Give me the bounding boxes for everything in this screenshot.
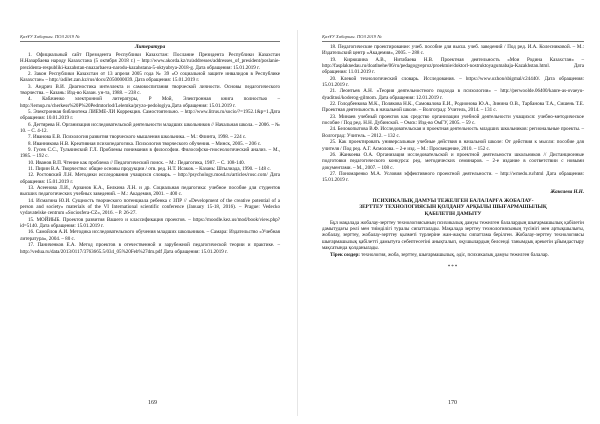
reference-item: 17. Паниченков Е.А. Метод проектов в отечественной и зарубежной педагогической теории и практике. – http://vedua.ru/data/2013/0117/3763665.5/034_05%20Feb%27dm.pdf Дата обращения: 15.01.2019 г. — [20, 242, 280, 255]
reference-item: 26. Жанкоева О.А. Организация исследовательской и проектной деятельности школьников // Дистанционные подготовки педагогического конкурса: ред. методических семинаров. – 2-е издание в соответствии с новыми документами. – М., 2007. – 108 с. — [322, 151, 584, 171]
annotation-title — [322, 198, 584, 217]
references-heading: Литература — [134, 44, 166, 50]
reference-item: 24. Белокопытова В.Ф. Исследовательская и проектная деятельность младших школьников: региональные проекты. – Волгоград: Учитель. – 2012. – 132 с. — [322, 126, 584, 139]
reference-item: 15. МОЙИЫБ. Проектов развития Вашего и классификация проектов. – https://moodle.kez.us/mod/book/view.php?id=5140. Дата обращения: 15.01.2019 г. — [20, 216, 280, 230]
reference-item: 12. Ростовский Л.Н. Методики исследования учащихся словарь. – http://psychology.mosd.ru/articles/rosc.com/ Дата обращения: 15.01.2019 г. — [20, 172, 280, 185]
reference-item: 9. Гусев С.С., Тульчинский Г.Л. Проблемы понимания в философии. Философско-гносеологический анализ. – М., 1985. – 192 с. — [20, 147, 280, 160]
reference-item: 6. Дегтярева Н. Организация исследовательской деятельности младших школьников // Начальная школа. – 2006. – № 10. – С. 4-12. — [20, 121, 280, 134]
annotation-title-line: ЗЕРТТЕУ ТЕХНОЛОГИЯСЫН ҚОЛДАНУ АРҚЫЛЫ ШЫҒАРМАШЫЛЫҚ — [359, 204, 547, 211]
page-number-right: 170 — [448, 400, 457, 406]
reference-item: 11. Пирин В.А. Творчество: общие основы продукции / отв. ред. Н.Т. Исаков. – Казань: Штылиада, 1990. – 148 с. — [28, 166, 271, 173]
header-rule-left — [20, 41, 280, 42]
header-rule-right — [322, 41, 584, 42]
reference-item: 4. Кабаченко электронной литературы, Р Мой, Электронная книга полностью – http://lernup.ru/cherkess%20P%20Pedmtorlod/Lelemka/pryzo-pedologiya.Дата обращения: 15.01.2019 г. — [20, 96, 280, 109]
annotation-title-line: ҚАБІЛЕТІН ДАМЫТУ — [424, 210, 482, 217]
reference-item: 14. Исмагина Ю.И. Сущность творческого потенциала ребенка с ЗПР // «Development of the creative potential of a person and society» materials of the VI International scientific conference (January 15-18, 2016). – Prague: Vedecko vydavatelske centrum «Sociosfera-CZ», 2016. – P. 26-27. — [20, 197, 280, 217]
reference-item: 23. Минаев учебный проектов как средство организации учебной деятельности учащихся: учебно-методическое пособие / Под ред. Н.Н. Дубинской. – Омск: Изд-во ОмГУ, 2005. – 59 с. — [322, 113, 584, 127]
reference-item: 8. Иванникова Н.В. Креативная психопедагогика. Психология творческого обучения. – Минск, 2005. – 206 с. — [28, 140, 262, 147]
reference-item: 25. Как проектировать универсальные учебные действия в начальной школе: От действия к мысли: пособие для учителя / Под ред. А.Г. Асмолова. – 2-е изд. – М.: Просвещение, 2010. – 152 с. — [322, 139, 584, 152]
running-head-right: ҚазҰУ Хабаршы. ПОЗ 2019 № — [322, 34, 382, 39]
reference-item: 22. Голодбенкова М.К., Полякова Н.К., Самовалова Е.И., Родионова Ю.А., Зинина О.В., Тарбанова Т.А., Сишень Т.Е. Проектная деятельность в начальной школе. – Волгоград: Учитель, 2014. – 131 с. — [322, 101, 584, 114]
keywords-label: Тірек сөздер: — [330, 251, 360, 258]
reference-item: 20. Клевой технологический словарь. Исследования. – https://www.ozhon/sbigmal/c24440/. Дата обращения: 15.01.2019 г. — [322, 75, 584, 89]
right-reference-list — [322, 44, 584, 184]
running-head-left: ҚазҰУ Хабаршы. ПОЗ 2019 № — [20, 34, 80, 39]
reference-item: 7. Иванова Е.В. Психология развития творческого мышления школьника. – М.: Флинта, 1998. – 224 с. — [28, 134, 247, 141]
keywords-text: технология, жоба, зерттеу, шығармашылық, әдіс, психикалық дамуы тежелген балалар. — [359, 251, 549, 258]
reference-item: 19. Кирюшина А.В., Нитабаева Н.В. Проектная деятельность «Мои Родина Казахстан» – http://fasplaknedau.ru/doatlnehe/06/ru/pedagogyeproz/proektnie/doktorl-nostruktoyagumabaja-Kazakhstan.html. Дата обращения: 11.01.2019 г. — [322, 56, 584, 76]
right-page-column — [322, 44, 584, 270]
reference-item: 3. Андрич В.И. Диагностика интеллекта и самовоспитания творческой личности. Основы педагогического творчества. – Казань: Изд-во Казан. ун-та, 1988. – 238 с. — [20, 83, 280, 96]
annotation-author: Жансаева Н.Н. — [550, 188, 584, 195]
annotation-body: Бұл мақалада жобалау-зерттеу технологиясының психикалық дамуы тежелген балалардың шығармашылық қабілетін дамытудағы рөлі мен тиімділігі туралы сипатталады. Мақалада зерттеу технологиясының түсінігі мен артықшылығы, жобалау, зерттеу, жобалау-зерттеу қызметі түрлеріне жан-жақты сипаттама берілген. Жобалау-зерттеу технологиясы шығармашылық қабілетті дамытуға себептесетіні анықталып, оқушылардың белсенді танымдық әрекетін ұйымдастыру мақсатында қолданылады. — [322, 219, 584, 252]
reference-item: 18. Педагогические проектирование: учеб. пособие для высш. учеб. заведений / Под ред. И.А. Колесниковой. – М.: Издательский центр «Академия», 2005. – 288 с. — [322, 44, 584, 57]
reference-item: 5. Электронная библиотека ЛИЕМЕ-ЛИ Коррекция. Самостоятельно. – http://www.litrus.ru/socio/?=1952.1&p=1.Дата обращения: 10.01.2019 г. — [20, 108, 280, 122]
annotation-title-line: ПСИХИКАЛЫҚ ДАМУЫ ТЕЖЕЛГЕН БАЛАЛАРҒА ЖОБАЛАУ- — [372, 197, 534, 204]
page-gutter — [297, 30, 298, 416]
reference-item: 13. Асеенова Л.И., Арзанов К.А., Белкина Л.Н. и др. Социальная педагогика: учебное пособие для студентов высших педагогических учебных заведений. – М.: Академия, 2001. – 400 с. — [20, 185, 280, 198]
annotation-keywords — [322, 252, 584, 258]
left-reference-list — [20, 52, 280, 255]
reference-item: 21. Леонтьев А.Н. «Теория деятельностного подхода в психологии» – http://perwoolde.06400/kanre-as-ovaeyu-dyaditnsi/koderog-gilmom. Дата обращения: 12.01.2019 г. — [322, 88, 584, 101]
reference-item: 2. Закон Республики Казахстан от 13 апреля 2005 года № 39 «О социальной защите инвалидов в Республике Казахстан» – http://adilet.zan.kz/rus/docs/Z050000039. Дата обращения: 15.01.2019 г. — [20, 70, 280, 84]
section-separator: *** — [447, 263, 459, 270]
reference-item: 1. Официальный сайт Президента Республики Казахстан: Послание Президента Республики Казахстан Н.Назарбаева народу Казахстана (5 октября 2018 г.) – http://www.akorda.kz/ru/addresses/addresses_of_president/poslanie-prezidenta-respubliki-kazahstan-nnazarbaeva-narodu-kazahstana-5-oktyabrya-2018-g. Дата обращения: 15.01.2019 г. — [20, 51, 280, 71]
reference-item: 10. Иванов В.П. Чтение как проблема // Педагогический поиск. – М.: Педагогика, 1987. – С. 108-140. — [28, 159, 245, 166]
reference-item: 16. Самойлов А.И. Методика исследовательского обучения младших школьников. – Самара: Издательство «Учебная литература», 2004. – 80 с. — [20, 229, 280, 242]
page-number-left: 169 — [148, 400, 157, 406]
reference-item: 27. Пономаренко М.А. Условия эффективного проектной деятельности. – http://wmedu.ru/html Дата обращения: 15.01.2019 г. — [322, 170, 584, 184]
left-page-column — [20, 44, 280, 255]
